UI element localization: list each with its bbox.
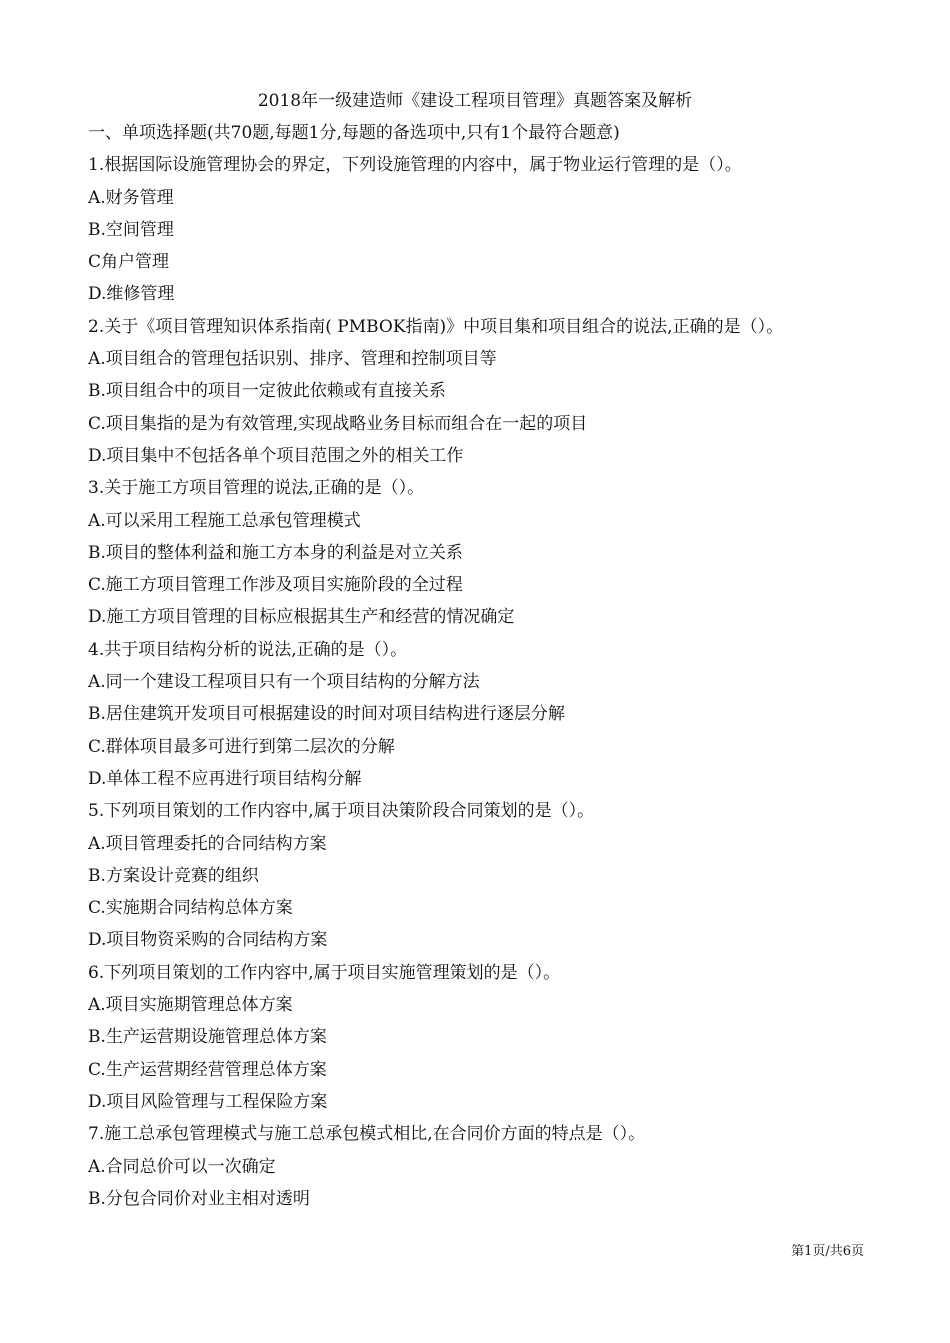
question-2-option-c: C.项目集指的是为有效管理,实现战略业务目标而组合在一起的项目	[88, 413, 588, 434]
question-list	[88, 121, 888, 1219]
question-3-option-a: A.可以采用工程施工总承包管理模式	[88, 510, 361, 531]
question-6-option-d: D.项目风险管理与工程保险方案	[88, 1091, 328, 1112]
question-6-option-c: C.生产运营期经营管理总体方案	[88, 1059, 327, 1080]
question-5-option-a: A.项目管理委托的合同结构方案	[88, 833, 327, 854]
question-7-stem: 7.施工总承包管理模式与施工总承包模式相比,在合同价方面的特点是（）。	[88, 1124, 646, 1145]
question-6-stem: 6.下列项目策划的工作内容中,属于项目实施管理策划的是（）。	[88, 962, 561, 983]
question-2-option-d: D.项目集中不包括各单个项目范围之外的相关工作	[88, 445, 464, 466]
question-7-option-a: A.合同总价可以一次确定	[88, 1156, 276, 1177]
document-title: 2018年一级建造师《建设工程项目管理》真题答案及解析	[257, 91, 693, 111]
question-6-option-b: B.生产运营期设施管理总体方案	[88, 1027, 327, 1048]
question-5-option-d: D.项目物资采购的合同结构方案	[88, 930, 328, 951]
question-5-option-b: B.方案设计竞赛的组织	[88, 865, 259, 886]
question-6-option-a: A.项目实施期管理总体方案	[88, 995, 293, 1016]
question-3-option-c: C.施工方项目管理工作涉及项目实施阶段的全过程	[88, 575, 463, 596]
question-5-stem: 5.下列项目策划的工作内容中,属于项目决策阶段合同策划的是（）。	[88, 801, 595, 822]
question-4-option-b: B.居住建筑开发项目可根据建设的时间对项目结构进行逐层分解	[88, 704, 565, 725]
question-2-stem: 2.关于《项目管理知识体系指南( PMBOK指南)》中项目集和项目组合的说法,正确的是（）。	[88, 316, 784, 337]
question-4-option-c: C.群体项目最多可进行到第二层次的分解	[88, 736, 395, 757]
question-3-option-d: D.施工方项目管理的目标应根据其生产和经营的情况确定	[88, 607, 515, 628]
question-5-option-c: C.实施期合同结构总体方案	[88, 898, 293, 919]
question-2-option-a: A.项目组合的管理包括识别、排序、管理和控制项目等	[88, 349, 497, 370]
question-3-option-b: B.项目的整体利益和施工方本身的利益是对立关系	[88, 542, 463, 563]
question-1-option-c: C角户管理	[88, 252, 170, 273]
question-4-stem: 4.共于项目结构分析的说法,正确的是（）。	[88, 639, 408, 660]
question-1-option-a: A.财务管理	[88, 187, 174, 208]
question-1-option-b: B.空间管理	[88, 219, 174, 240]
question-2-option-b: B.项目组合中的项目一定彼此依赖或有直接关系	[88, 381, 446, 402]
question-3-stem: 3.关于施工方项目管理的说法,正确的是（）。	[88, 478, 425, 499]
question-7-option-b: B.分包合同价对业主相对透明	[88, 1188, 310, 1209]
question-1-option-d: D.维修管理	[88, 284, 175, 305]
question-4-option-a: A.同一个建设工程项目只有一个项目结构的分解方法	[88, 672, 480, 693]
question-1-stem: 1.根据国际设施管理协会的界定，下列设施管理的内容中，属于物业运行管理的是（）。	[88, 155, 742, 176]
question-4-option-d: D.单体工程不应再进行项目结构分解	[88, 768, 362, 789]
section-heading: 一、单项选择题(共70题,每题1分,每题的备选项中,只有1个最符合题意)	[88, 123, 620, 143]
page-number-footer: 第1页/共6页	[791, 1244, 864, 1259]
